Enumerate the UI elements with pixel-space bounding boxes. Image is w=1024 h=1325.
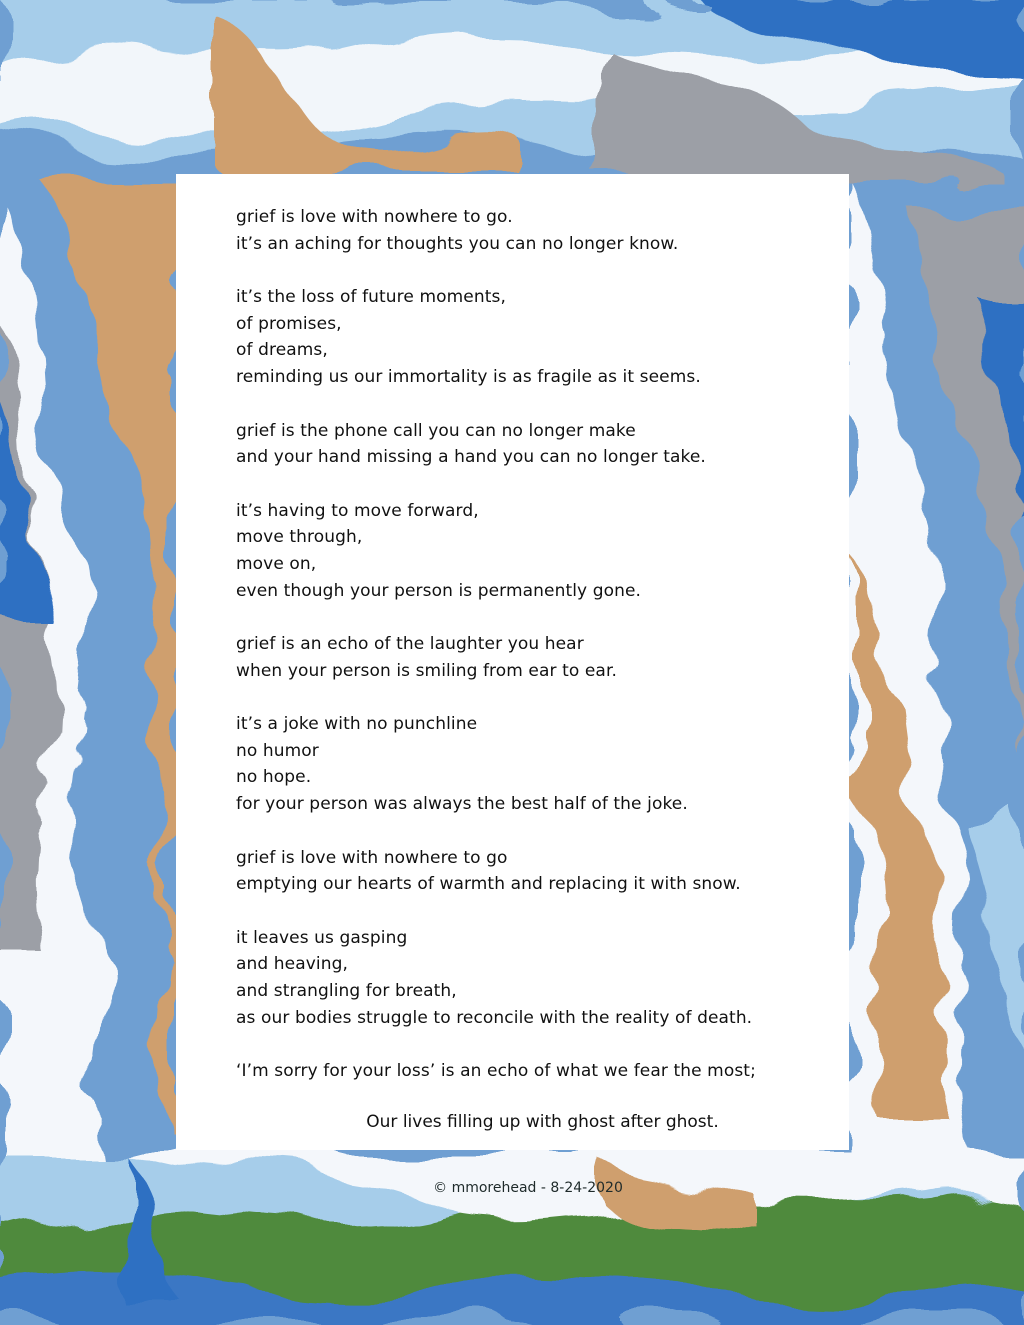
poem-stanza — [236, 711, 849, 818]
poem-line: emptying our hearts of warmth and replacing it with snow. — [236, 874, 741, 895]
poem-line: it’s the loss of future moments, — [236, 287, 506, 308]
poem-stanza — [236, 845, 849, 898]
poem-stanza — [236, 498, 849, 605]
poem-line: and your hand missing a hand you can no longer take. — [236, 447, 706, 468]
poem-stanza — [236, 418, 849, 471]
poem-line: grief is love with nowhere to go — [236, 847, 508, 868]
poem-card — [176, 174, 849, 1150]
poem-line: for your person was always the best half of the joke. — [236, 794, 688, 815]
poem-stanza — [236, 631, 849, 684]
poem-line: and strangling for breath, — [236, 980, 457, 1001]
poem-body — [236, 204, 849, 1085]
poem-line: grief is an echo of the laughter you hear — [236, 634, 584, 654]
copyright-notice: © mmorehead - 8-24-2020 — [433, 1180, 623, 1196]
poem-stanza — [236, 204, 849, 257]
poem-line: it’s a joke with no punchline — [236, 714, 478, 735]
poem-line: no humor — [236, 740, 319, 761]
poem-line: reminding us our immortality is as fragile as it seems. — [236, 367, 701, 388]
poem-line: it leaves us gasping — [236, 927, 408, 948]
poem-stanza — [236, 1058, 849, 1085]
poem-line: move through, — [236, 527, 363, 548]
poem-line: no hope. — [236, 767, 312, 788]
poem-line: of promises, — [236, 313, 342, 334]
poem-line: ‘I’m sorry for your loss’ is an echo of what we fear the most; — [236, 1061, 756, 1081]
poem-line: of dreams, — [236, 340, 328, 361]
poem-line: grief is love with nowhere to go. — [236, 207, 513, 227]
poem-line: it’s having to move forward, — [236, 500, 479, 521]
poem-line: when your person is smiling from ear to ear. — [236, 660, 617, 681]
poem-line: even though your person is permanently gone. — [236, 580, 642, 601]
poem-line: and heaving, — [236, 954, 348, 975]
poem-line: it’s an aching for thoughts you can no longer know. — [236, 233, 679, 254]
poem-line: grief is the phone call you can no longer make — [236, 420, 636, 441]
poem-stanza — [236, 284, 849, 391]
poem-line: move on, — [236, 553, 317, 574]
poem-stanza — [236, 925, 849, 1032]
poem-line: as our bodies struggle to reconcile with the reality of death. — [236, 1007, 753, 1028]
poem-closing-line: Our lives filling up with ghost after ghost. — [366, 1112, 719, 1132]
